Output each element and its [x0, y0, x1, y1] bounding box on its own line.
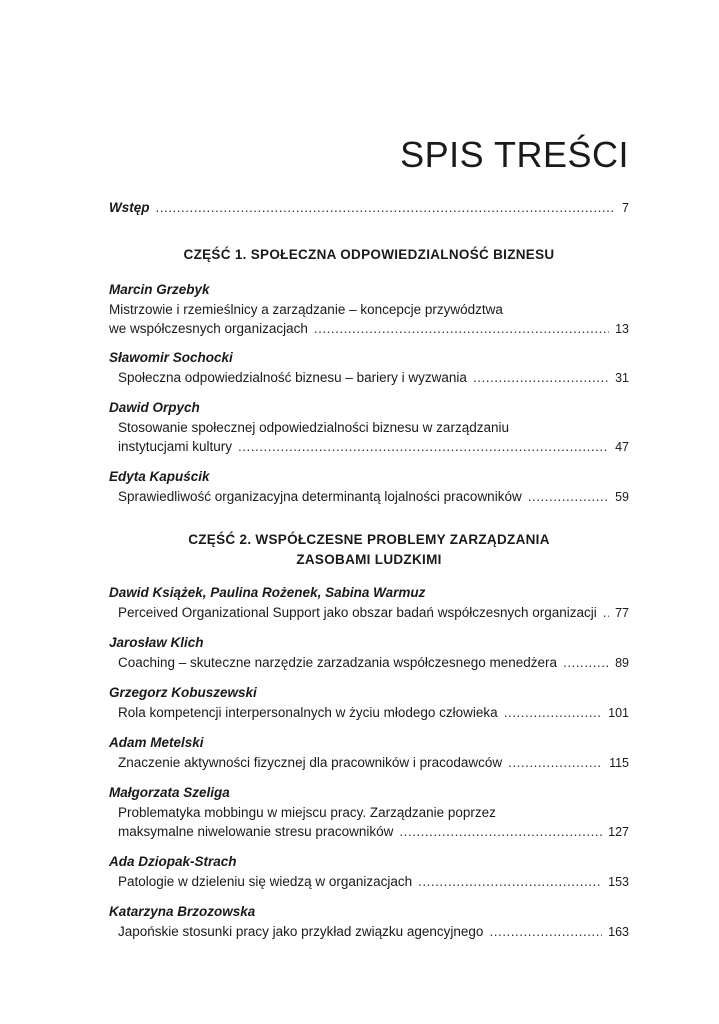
entry-last-line — [109, 437, 629, 457]
entry-author: Ada Dziopak-Strach — [109, 854, 237, 869]
toc-entry[interactable] — [109, 467, 629, 507]
dot-leader — [528, 487, 609, 506]
entry-title-line: Problematyka mobbingu w miejscu pracy. Zarządzanie poprzez — [118, 805, 496, 820]
entry-title-line: we współczesnych organizacjach — [109, 321, 308, 336]
page-number: 7 — [622, 201, 629, 215]
entry-author: Jarosław Klich — [109, 635, 204, 650]
entry-author: Grzegorz Kobuszewski — [109, 685, 257, 700]
entry-last-line — [109, 368, 629, 388]
entry-last-line — [109, 603, 629, 623]
toc-entry[interactable] — [109, 902, 629, 942]
page-title: SPIS TREŚCI — [400, 134, 629, 175]
page-number: 115 — [609, 756, 629, 770]
entry-last-line — [109, 922, 629, 942]
toc-entry[interactable] — [109, 583, 629, 623]
page-number: 47 — [615, 440, 629, 454]
part-heading-line: CZĘŚĆ 2. WSPÓŁCZESNE PROBLEMY ZARZĄDZANIA — [188, 532, 550, 547]
toc-entry[interactable] — [109, 733, 629, 773]
entry-title-line: Perceived Organizational Support jako obszar badań współczesnych organizacji — [118, 605, 597, 620]
entry-author: Dawid Książek, Paulina Rożenek, Sabina Warmuz — [109, 585, 426, 600]
entry-last-line — [109, 487, 629, 507]
toc-entry[interactable] — [109, 348, 629, 388]
entry-author: Adam Metelski — [109, 735, 204, 750]
entry-title-line: instytucjami kultury — [118, 439, 233, 454]
dot-leader — [314, 319, 609, 338]
page-number: 163 — [608, 925, 629, 939]
dot-leader — [563, 653, 609, 672]
part-1-heading — [109, 245, 629, 265]
page-number: 89 — [615, 656, 629, 670]
dot-leader — [238, 437, 609, 456]
dot-leader — [473, 368, 609, 387]
entry-author: Dawid Orpych — [109, 400, 200, 415]
entry-author: Edyta Kapuścik — [109, 469, 210, 484]
entry-last-line — [109, 319, 629, 339]
dot-leader — [489, 922, 602, 941]
entry-title-line: Sprawiedliwość organizacyjna determinantą lojalności pracowników — [118, 489, 522, 504]
entry-title-line: Mistrzowie i rzemieślnicy a zarządzanie – koncepcje przywództwa — [109, 302, 503, 317]
toc-entry[interactable] — [109, 280, 629, 339]
entry-last-line — [109, 703, 629, 723]
dot-leader — [508, 753, 603, 772]
entry-title-line: Japońskie stosunki pracy jako przykład związku agencyjnego — [118, 924, 484, 939]
entry-author: Sławomir Sochocki — [109, 350, 233, 365]
page-number: 101 — [608, 706, 629, 720]
dot-leader — [399, 822, 602, 841]
toc-entry[interactable] — [109, 683, 629, 723]
entry-last-line — [109, 653, 629, 673]
entry-title-line: Rola kompetencji interpersonalnych w życiu młodego człowieka — [118, 705, 498, 720]
toc-entry[interactable] — [109, 633, 629, 673]
entry-title-line: Społeczna odpowiedzialność biznesu – bariery i wyzwania — [118, 370, 467, 385]
page-number: 31 — [615, 371, 629, 385]
part-heading-line: ZASOBAMI LUDZKIMI — [296, 552, 442, 567]
toc-entry[interactable] — [109, 852, 629, 892]
part-2-heading — [109, 530, 629, 570]
entry-title-line: Stosowanie społecznej odpowiedzialności biznesu w zarządzaniu — [118, 420, 509, 435]
entry-author: Katarzyna Brzozowska — [109, 904, 256, 919]
page-number: 13 — [615, 322, 629, 336]
page-number: 59 — [615, 490, 629, 504]
intro-label: Wstęp — [109, 200, 150, 215]
dot-leader — [418, 872, 602, 891]
page-number: 77 — [615, 606, 629, 620]
entry-title-line: maksymalne niwelowanie stresu pracowników — [118, 824, 394, 839]
entry-title-line: Patologie w dzieleniu się wiedzą w organizacjach — [118, 874, 413, 889]
toc-entry[interactable] — [109, 398, 629, 457]
page-number: 127 — [608, 825, 629, 839]
page-number: 153 — [608, 875, 629, 889]
part-heading-line: CZĘŚĆ 1. SPOŁECZNA ODPOWIEDZIALNOŚĆ BIZNESU — [183, 247, 555, 262]
entry-title-line: Coaching – skuteczne narzędzie zarzadzania współczesnego menedżera — [118, 655, 558, 670]
dot-leader — [504, 703, 602, 722]
dot-leader — [603, 603, 609, 622]
entry-author: Małgorzata Szeliga — [109, 785, 230, 800]
entry-last-line — [109, 872, 629, 892]
entry-last-line — [109, 753, 629, 773]
entry-author: Marcin Grzebyk — [109, 282, 210, 297]
entry-last-line — [109, 822, 629, 842]
entry-title-line: Znaczenie aktywności fizycznej dla pracowników i pracodawców — [118, 755, 503, 770]
dot-leader — [156, 200, 614, 215]
toc-entry[interactable] — [109, 783, 629, 842]
toc-intro-row[interactable] — [109, 200, 629, 215]
